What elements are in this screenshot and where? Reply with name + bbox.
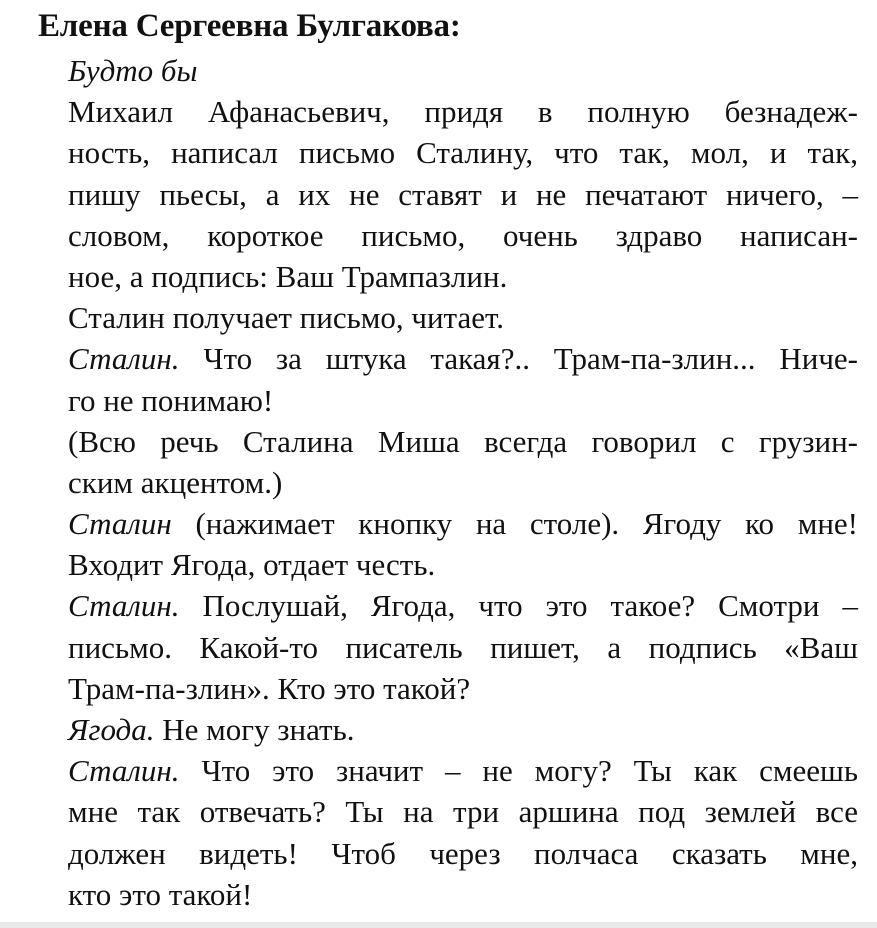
text-line: Сталин. Что это значит – не могу? Ты как смеешь xyxy=(68,753,858,789)
text-body xyxy=(68,50,858,915)
text-line: ность, написал письмо Сталину, что так, мол, и так, xyxy=(68,135,858,171)
text-line: мне так отвечать? Ты на три аршина под землей все xyxy=(68,794,858,830)
bottom-divider xyxy=(0,922,877,928)
text-line: ским акцентом.) xyxy=(68,464,283,500)
text-line: кто это такой! xyxy=(68,876,253,912)
text-line: должен видеть! Чтоб через полчаса сказать мне, xyxy=(68,835,858,871)
text-line: го не понимаю! xyxy=(68,382,274,418)
text-line: Ягода. Не могу знать. xyxy=(68,712,355,747)
text-line: письмо. Какой-то писатель пишет, а подпись «Ваш xyxy=(68,629,858,665)
text-line: Сталин. Что за штука такая?.. Трам-па-злин... Ниче- xyxy=(68,341,858,377)
text-line: ное, а подпись: Ваш Трампазлин. xyxy=(68,258,508,294)
text-line: Сталин получает письмо, читает. xyxy=(68,300,504,336)
text-line: Михаил Афанасьевич, придя в полную безнадеж- xyxy=(68,94,858,130)
text-line: словом, короткое письмо, очень здраво написан- xyxy=(68,217,858,253)
text-line: (Всю речь Сталина Миша всегда говорил с грузин- xyxy=(68,423,858,459)
text-line: Входит Ягода, отдает честь. xyxy=(68,547,436,583)
text-line: Сталин. Послушай, Ягода, что это такое? Смотри – xyxy=(68,588,858,624)
text-line: пишу пьесы, а их не ставят и не печатают ничего, – xyxy=(68,176,858,212)
text-line: Будто бы xyxy=(68,53,198,88)
speaker-heading: Елена Сергеевна Булгакова: xyxy=(38,8,461,44)
text-line: Трам-па-злин». Кто это такой? xyxy=(68,670,471,706)
text-line: Сталин (нажимает кнопку на столе). Ягоду ко мне! xyxy=(68,506,858,542)
